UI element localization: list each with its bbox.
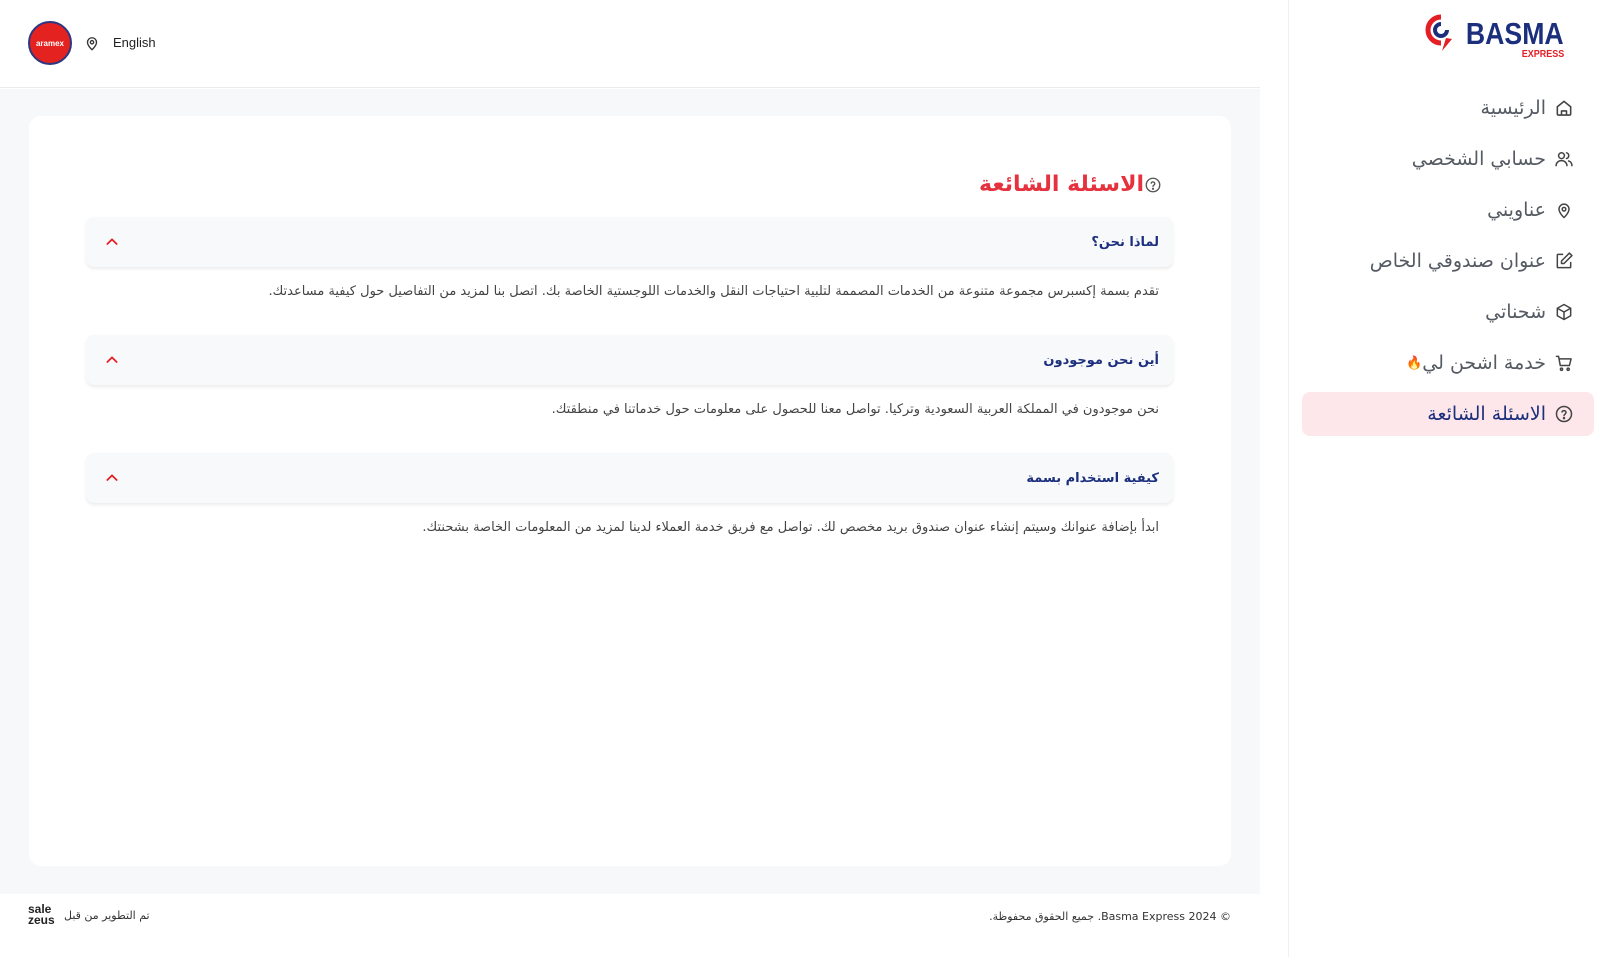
footer (0, 894, 1260, 957)
sidebar-item-label: خدمة اشحن لي (1422, 352, 1546, 374)
faq-question: لماذا نحن؟ (1091, 234, 1159, 250)
sidebar-item-label: الرئيسية (1480, 97, 1546, 119)
developer-credit (28, 904, 150, 926)
box-icon (1554, 302, 1574, 322)
logo-top: sale (28, 902, 52, 916)
sidebar-item-label: شحناتي (1485, 301, 1546, 323)
faq-item (86, 335, 1173, 417)
copyright: © Basma Express 2024. جميع الحقوق محفوظة. (989, 910, 1231, 923)
sidebar-item-label: الاسئلة الشائعة (1427, 403, 1546, 425)
faq-item (86, 453, 1173, 535)
faq-question-toggle[interactable] (86, 453, 1173, 503)
sidebar-item-addresses[interactable] (1302, 188, 1594, 232)
sidebar-item-ship-for-me[interactable] (1302, 341, 1594, 385)
sidebar (1288, 0, 1600, 957)
sidebar-item-label: عناويني (1487, 199, 1546, 221)
faq-answer: نحن موجودون في المملكة العربية السعودية وتركيا. تواصل معنا للحصول على معلومات حول خدماتنا في منطقتك. (551, 402, 1159, 417)
sidebar-item-label: عنوان صندوقي الخاص (1369, 250, 1546, 272)
faq-question: كيفية استخدام بسمة (1026, 470, 1159, 486)
cart-icon (1554, 353, 1574, 373)
fire-icon: 🔥 (1406, 355, 1423, 371)
help-circle-icon (1144, 176, 1162, 194)
salezeus-logo[interactable] (28, 904, 60, 926)
map-pin-icon[interactable] (83, 34, 101, 52)
faq-answer: ابدأ بإضافة عنوانك وسيتم إنشاء عنوان صندوق بريد مخصص لك. تواصل مع فريق خدمة العملاء لدينا لمزيد من المعلومات الخاصة بشحنتك. (422, 520, 1159, 535)
aramex-logo[interactable]: aramex (28, 21, 72, 65)
developer-label: تم التطوير من قبل (64, 908, 150, 922)
home-icon (1554, 98, 1574, 118)
faq-question: أين نحن موجودون (1043, 352, 1159, 368)
sidebar-item-mailbox[interactable] (1302, 239, 1594, 283)
chevron-up-icon[interactable] (104, 234, 120, 250)
basma-logo-mark-icon (1424, 14, 1458, 54)
map-pin-icon (1554, 200, 1574, 220)
sidebar-item-home[interactable] (1302, 86, 1594, 130)
logo-sub: EXPRESS (1521, 49, 1564, 60)
faq-question-toggle[interactable] (86, 217, 1173, 267)
chevron-up-icon[interactable] (104, 352, 120, 368)
sidebar-item-faq[interactable] (1302, 392, 1594, 436)
faq-title-text: الاسئلة الشائعة (979, 172, 1144, 197)
language-switch[interactable]: English (113, 35, 156, 50)
logo-bottom: zeus (28, 913, 55, 927)
sidebar-item-label: حسابي الشخصي (1411, 148, 1546, 170)
sidebar-item-profile[interactable] (1302, 137, 1594, 181)
faq-question-toggle[interactable] (86, 335, 1173, 385)
edit-icon (1554, 251, 1574, 271)
chevron-up-icon[interactable] (104, 470, 120, 486)
sidebar-item-shipments[interactable] (1302, 290, 1594, 334)
logo-word: BASMA (1466, 16, 1564, 51)
basma-logo[interactable] (1424, 14, 1564, 64)
top-header (0, 0, 1260, 88)
users-icon (1554, 149, 1574, 169)
faq-item (86, 217, 1173, 299)
help-circle-icon (1554, 404, 1574, 424)
page-title (979, 172, 1172, 197)
sidebar-nav (1288, 86, 1600, 443)
faq-answer: تقدم بسمة إكسبرس مجموعة متنوعة من الخدمات المصممة لتلبية احتياجات النقل والخدمات اللوجستية الخاصة بك. اتصل بنا لمزيد من التفاصيل حول كيفية مساعدتك. (268, 284, 1159, 299)
